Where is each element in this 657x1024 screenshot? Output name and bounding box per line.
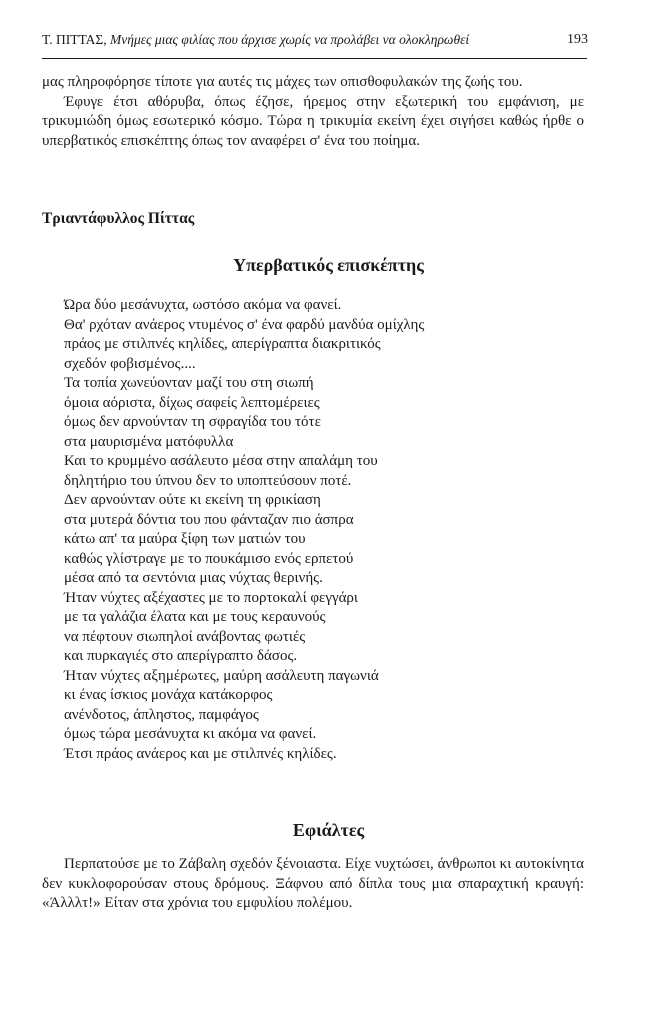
poem-line: στα μυτερά δόντια του που φάνταζαν πιο άσπρα xyxy=(64,511,354,528)
poem-line: σχεδόν φοβισμένος.... xyxy=(64,355,196,372)
poem-line: Και το κρυμμένο ασάλευτο μέσα στην απαλάμη του xyxy=(64,453,378,469)
running-head-left xyxy=(42,32,469,48)
section-paragraph: Περπατούσε με το Ζάβαλη σχεδόν ξένοιαστα. Είχε νυχτώσει, άνθρωποι κι αυτοκίνητα δεν κυκλοφορούσαν στους δρόμους. Ξάφνου από δίπλα τους μια σπαραχτική κραυγή: «Άλλλτ!» Είταν στα χρόνια του εμφυλίου πολέμου. xyxy=(42,856,584,911)
running-head xyxy=(42,30,590,54)
poem-line: όμοια αόριστα, δίχως σαφείς λεπτομέρειες xyxy=(64,394,320,411)
poem-line: Δεν αρνούνταν ούτε κι εκείνη τη φρικίαση xyxy=(64,492,321,508)
section-text xyxy=(42,855,584,914)
section-title: Εφιάλτες xyxy=(292,820,365,840)
poem-line: μέσα από τα σεντόνια μιας νύχτας θερινής. xyxy=(64,570,323,586)
intro-paragraph-1: μας πληροφόρησε τίποτε για αυτές τις μάχες των οπισθοφυλακών της ζωής του. xyxy=(42,74,523,90)
poem-line: καθώς γλίστραγε με το πουκάμισο ενός ερπετού xyxy=(64,550,354,567)
page-number: 193 xyxy=(567,32,588,47)
poem-line: κι ένας ίσκιος μονάχα κατάκορφος xyxy=(64,687,273,703)
header-running-title: Μνήμες μιας φιλίας που άρχισε χωρίς να προλάβει να ολοκληρωθεί xyxy=(110,32,470,47)
poem-line: όμως τώρα μεσάνυχτα κι ακόμα να φανεί. xyxy=(64,726,317,742)
poem-line: Έτσι πράος ανάερος και με στιλπνές κηλίδες. xyxy=(64,745,337,762)
poem-line: Θα' ρχόταν ανάερος ντυμένος σ' ένα φαρδύ μανδύα ομίχλης xyxy=(64,316,425,333)
poem-line: να πέφτουν σιωπηλοί ανάβοντας φωτιές xyxy=(64,628,306,645)
header-author: Τ. ΠΙΤΤΑΣ, xyxy=(42,32,107,47)
poem-line: Ώρα δύο μεσάνυχτα, ωστόσο ακόμα να φανεί. xyxy=(64,297,342,313)
poem-line: Τα τοπία χωνεύονταν μαζί του στη σιωπή xyxy=(64,375,314,391)
poem-line: όμως δεν αρνούνταν τη σφραγίδα του τότε xyxy=(64,414,321,430)
poem-line: πράος με στιλπνές κηλίδες, απερίγραπτα διακριτικός xyxy=(64,336,381,352)
poem-line: στα μαυρισμένα ματόφυλλα xyxy=(64,433,234,450)
poem-line: με τα γαλάζια έλατα και με τους κεραυνούς xyxy=(64,609,326,625)
header-rule xyxy=(42,58,587,59)
poem-line: κάτω απ' τα μαύρα ξίφη των ματιών του xyxy=(64,531,306,547)
poem-line: Ήταν νύχτες αξημέρωτες, μαύρη ασάλευτη παγωνιά xyxy=(64,667,379,684)
poem-line: ανένδοτος, άπληστος, παμφάγος xyxy=(64,706,259,723)
poem-line: Ήταν νύχτες αξέχαστες με το πορτοκαλί φεγγάρι xyxy=(64,589,358,606)
poem-line: και πυρκαγιές στο απερίγραπτο δάσος. xyxy=(64,648,298,664)
poem-title: Υπερβατικός επισκέπτης xyxy=(233,255,424,275)
intro-text xyxy=(42,73,584,151)
author-heading: Τριαντάφυλλος Πίττας xyxy=(42,210,195,227)
poem-body xyxy=(64,296,424,764)
poem-line: δηλητήριο του ύπνου δεν το υποπτεύσουν ποτέ. xyxy=(64,472,352,489)
intro-paragraph-2: Έφυγε έτσι αθόρυβα, όπως έζησε, ήρεμος στην εξωτερική του εμφάνιση, με τρικυμιώδη όμως εσωτερικό κόσμο. Τώρα η τρικυμία εκείνη έχει σιγήσει καθώς ήρθε ο υπερβατικός επισκέπτης όπως τον αναφέρει σ' ένα του ποίημα. xyxy=(42,93,584,149)
